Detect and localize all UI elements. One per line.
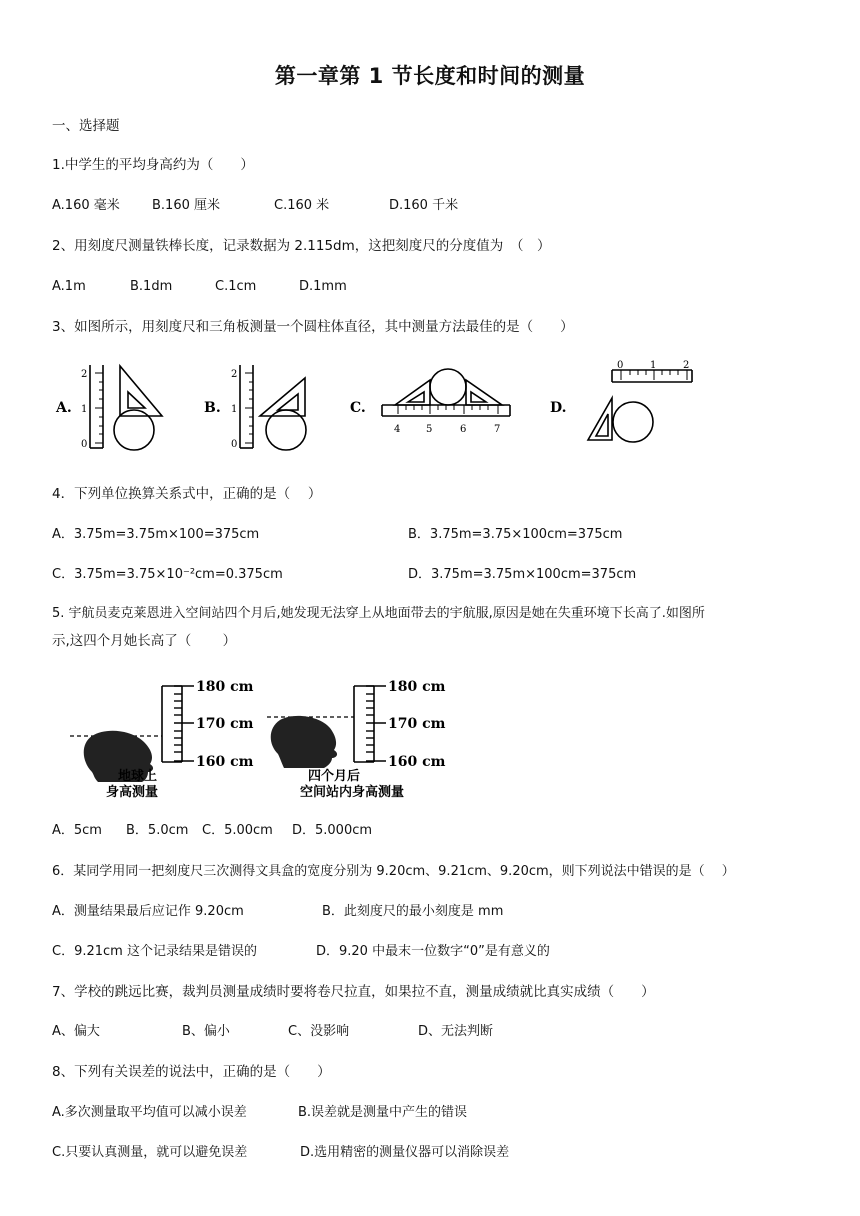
option-c: C.160 米 [274,198,330,213]
ruler-tick-label: 2 [81,369,88,380]
option-b: B、偏小 [182,1024,230,1039]
ruler-tick-label: 4 [394,424,401,435]
option-d: D．3.75m=3.75m×100cm=375cm [408,567,637,582]
option-a: A.多次测量取平均值可以减小误差 [52,1105,247,1120]
option-a: A．3.75m=3.75m×100=375cm [52,527,260,542]
figure-label-c: C. [350,400,366,416]
ruler-tick-label: 1 [231,404,238,415]
question-4-stem: 4．下列单位换算关系式中，正确的是（ ） [52,486,322,502]
option-a: A．5cm [52,823,102,838]
option-c: C．5.00cm [202,823,273,838]
option-b: B．3.75m=3.75×100cm=375cm [408,527,623,542]
question-1-stem: 1.中学生的平均身高约为（ ） [52,157,254,173]
figure-label-a: A. [56,400,72,416]
ruler-tick-label: 6 [460,424,467,435]
option-a: A．测量结果最后应记作 9.20cm [52,904,244,919]
option-a: A.160 毫米 [52,198,120,213]
ruler-tick-label: 0 [81,439,88,450]
scale-label-170: 170 cm [388,716,446,732]
option-c: C．3.75m=3.75×10⁻²cm=0.375cm [52,567,283,582]
option-b: B.160 厘米 [152,198,220,213]
option-c: C.1cm [215,279,257,294]
ruler-tick-label: 2 [231,369,238,380]
ruler-tick-label: 1 [650,360,657,371]
scale-label-180: 180 cm [196,679,254,695]
question-3-stem: 3、如图所示，用刻度尺和三角板测量一个圆柱体直径，其中测量方法最佳的是（ ） [52,319,574,335]
scale-label-170: 170 cm [196,716,254,732]
ruler-tick-label: 7 [494,424,501,435]
option-b: B．此刻度尺的最小刻度是 mm [322,904,504,919]
option-c: C、没影响 [288,1024,350,1039]
option-a: A.1m [52,279,86,294]
question-6-stem: 6．某同学用同一把刻度尺三次测得文具盒的宽度分别为 9.20cm、9.21cm、9.20cm，则下列说法中错误的是（ ） [52,864,735,879]
option-a: A、偏大 [52,1024,100,1039]
caption-right-line-1: 四个月后 [308,769,361,784]
option-c: C.只要认真测量，就可以避免误差 [52,1145,248,1160]
option-d: D．9.20 中最末一位数字“0”是有意义的 [316,944,550,959]
option-b: B.1dm [130,279,173,294]
figure-label-d: D. [550,400,567,416]
ruler-tick-label: 5 [426,424,433,435]
caption-left-line-2: 身高测量 [106,785,159,800]
cylinder-measurement-figure [50,360,710,460]
scale-label-180: 180 cm [388,679,446,695]
scale-label-160: 160 cm [388,754,446,770]
question-2-stem: 2、用刻度尺测量铁棒长度，记录数据为 2.115dm，这把刻度尺的分度值为 （ ） [52,238,551,254]
height-measurement-figure [62,672,462,804]
option-d: D．5.000cm [292,823,373,838]
option-d: D.160 千米 [389,198,459,213]
option-d: D、无法判断 [418,1024,494,1039]
question-7-stem: 7、学校的跳远比赛，裁判员测量成绩时要将卷尺拉直，如果拉不直，测量成绩就比真实成绩（ ） [52,984,655,1000]
scale-label-160: 160 cm [196,754,254,770]
question-5-stem-line-2: 示,这四个月她长高了（ ） [52,633,237,649]
question-8-stem: 8、下列有关误差的说法中，正确的是（ ） [52,1064,331,1080]
caption-right-line-2: 空间站内身高测量 [300,785,405,800]
option-c: C．9.21cm 这个记录结果是错误的 [52,944,257,959]
ruler-tick-label: 0 [617,360,624,371]
caption-left-line-1: 地球上 [118,769,158,784]
section-heading: 一、选择题 [52,118,120,134]
ruler-tick-label: 2 [683,360,690,371]
head-silhouette-space [271,716,337,768]
figure-label-b: B. [204,400,221,416]
page-title: 第一章第 1 节长度和时间的测量 [274,64,586,88]
ruler-tick-label: 0 [231,439,238,450]
option-b: B．5.0cm [126,823,189,838]
question-5-stem-line-1: 5. 宇航员麦克莱恩进入空间站四个月后,她发现无法穿上从地面带去的宇航服,原因是她在失重环境下长高了.如图所 [52,606,705,621]
option-d: D.选用精密的测量仪器可以消除误差 [300,1145,510,1160]
option-b: B.误差就是测量中产生的错误 [298,1105,468,1120]
option-d: D.1mm [299,279,347,294]
ruler-tick-label: 1 [81,404,88,415]
